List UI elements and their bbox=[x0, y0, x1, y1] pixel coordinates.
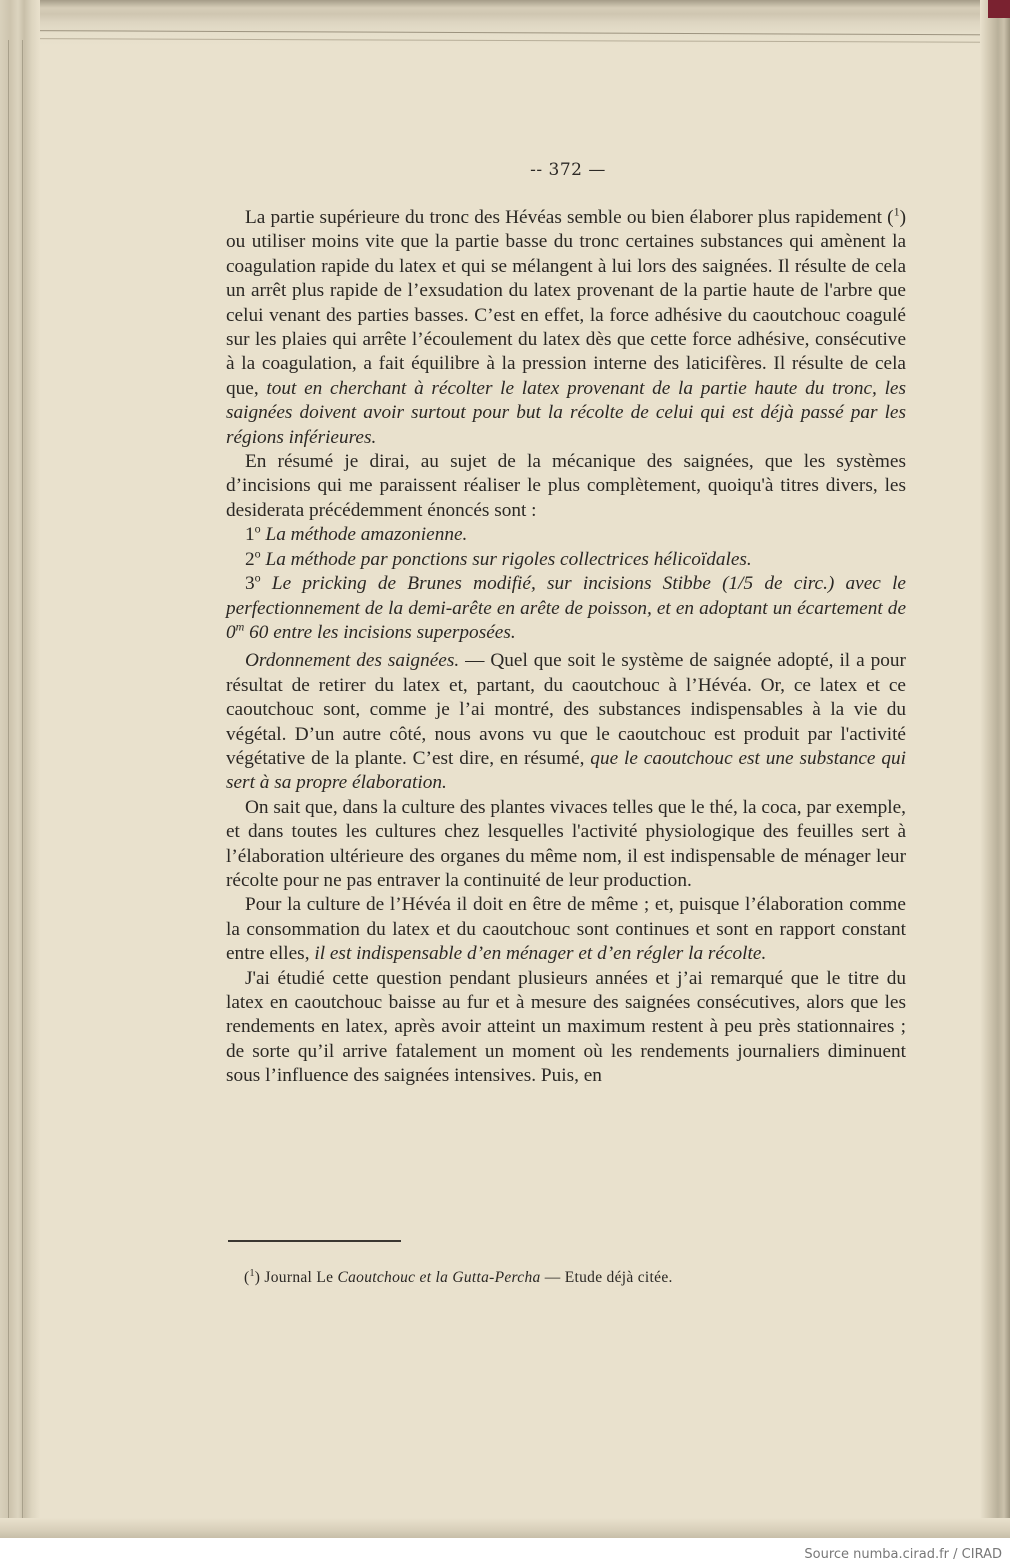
text-run: ) ou utiliser moins vite que la partie basse du tronc certaines substances qui amènent la coagulation rapide du latex et qui se mélangent à lui lors des saignées. Il résulte de cela un arrêt plus rapide de l’exsudation du latex provenant de la partie haute de l'arbre que celui venant des parties basses. C’est en effet, la force adhésive du caoutchouc coagulé sur les plaies qui arrête l’écoulement du latex dès que cette force adhésive, consécutive à la coagulation, a fait équilibre à la pression interne des laticifères. Il résulte de cela que, bbox=[226, 207, 906, 399]
paragraph bbox=[226, 649, 906, 795]
italic-text: La méthode amazonienne. bbox=[265, 524, 468, 546]
footnote-prefix: Journal Le bbox=[264, 1269, 338, 1287]
italic-text: Le pricking de Brunes modifié, sur incisions Stibbe (1/5 de circ.) avec le perfectionnement de la demi-arête en arête de poisson, et en adoptant un écartement de 0 bbox=[226, 573, 906, 643]
text-run: En résumé je dirai, au sujet de la mécanique des saignées, que les systèmes d’incisions qui me paraissent réaliser le plus complètement, quoiqu'à titres divers, les desiderata précédemment énoncés sont : bbox=[226, 451, 906, 521]
italic-text: 60 entre les incisions superposées. bbox=[244, 621, 516, 643]
footnote-title: Caoutchouc et la Gutta-Percha bbox=[337, 1269, 541, 1287]
superscript: o bbox=[254, 570, 261, 585]
paragraph bbox=[226, 206, 906, 450]
source-caption: Source numba.cirad.fr / CIRAD bbox=[804, 1547, 1002, 1562]
paragraph bbox=[226, 796, 906, 894]
text-run: On sait que, dans la culture des plantes vivaces telles que le thé, la coca, par exemple, et dans toutes les cultures chez lesquelles l'activité physiologique des feuilles sert à l’élaboration ultérieure des organes du même nom, il est indispensable de ménager leur récolte pour ne pas entraver la continuité de leur production. bbox=[226, 796, 906, 891]
paragraph bbox=[226, 450, 906, 523]
page-number: -- 372 — bbox=[530, 160, 606, 180]
italic-text: La méthode par ponctions sur rigoles collectrices hélicoïdales. bbox=[265, 548, 752, 570]
page-edge-right bbox=[980, 0, 1010, 1538]
italic-text: Ordonnement des saignées. bbox=[245, 650, 460, 672]
body-text bbox=[226, 206, 906, 1089]
page-edge-left bbox=[0, 0, 40, 1538]
paragraph bbox=[226, 572, 906, 645]
text-run: J'ai étudié cette question pendant plusieurs années et j’ai remarqué que le titre du latex en caoutchouc baisse au fur et à mesure des saignées consécutives, alors que les rendements en latex, après avoir atteint un maximum restent à peu près stationnaires ; de sorte qu’il arrive fatalement un moment où les rendements journaliers diminuent sous l’influence des saignées intensives. Puis, en bbox=[226, 967, 906, 1087]
italic-text: il est indispensable d’en ménager et d’en régler la récolte. bbox=[314, 943, 767, 965]
text-run bbox=[261, 573, 272, 594]
superscript: 1 bbox=[893, 204, 900, 219]
text-run: Pour la culture de l’Hévéa il doit en être de même ; et, puisque l’élaboration comme la consommation du latex et du caoutchouc sont continues et sont en rapport constant entre elles, bbox=[226, 894, 906, 965]
paragraph bbox=[226, 523, 906, 547]
footnote-marker: 1 bbox=[249, 1268, 255, 1279]
text-run: 2 bbox=[245, 548, 255, 570]
italic-text: tout en cherchant à récolter le latex provenant de la partie haute du tronc, les saignées doivent avoir surtout pour but la récolte de celui qui est déjà passé par les régions inférieures. bbox=[226, 377, 906, 448]
footnote-suffix: — Etude déjà citée. bbox=[540, 1269, 673, 1287]
page-edge-line bbox=[8, 40, 9, 1538]
superscript: o bbox=[254, 521, 261, 536]
paragraph bbox=[226, 967, 906, 1089]
text-run: 1 bbox=[245, 524, 255, 546]
text-run: 3 bbox=[245, 573, 255, 595]
superscript: m bbox=[235, 619, 245, 634]
paragraph bbox=[226, 548, 906, 572]
page-edge-bottom bbox=[0, 1518, 1010, 1538]
text-run: La partie supérieure du tronc des Hévéas semble ou bien élaborer plus rapidement ( bbox=[245, 207, 894, 228]
text-run: — Quel que soit le système de saignée adopté, il a pour résultat de retirer du latex et, partant, du caoutchouc à l’Hévéa. Or, ce latex et ce caoutchouc sont, comme je l’ai montré, des substances indispensables à la vie du végétal. D’un autre côté, nous avons vu que le caoutchouc est produit par l'activité végétative de la plante. C’est dire, en résumé, bbox=[226, 650, 906, 769]
superscript: o bbox=[254, 546, 261, 561]
bookmark-ribbon bbox=[988, 0, 1010, 18]
page-edge-line bbox=[22, 40, 23, 1538]
paragraph bbox=[226, 893, 906, 966]
footnote-rule bbox=[228, 1240, 401, 1242]
footnote: ($^1$) Journal Le Caoutchouc et la Gutta-Percha — Etude déjà citée. bbox=[244, 1268, 673, 1287]
italic-text: que le caoutchouc est une substance qui sert à sa propre élaboration. bbox=[226, 747, 906, 794]
